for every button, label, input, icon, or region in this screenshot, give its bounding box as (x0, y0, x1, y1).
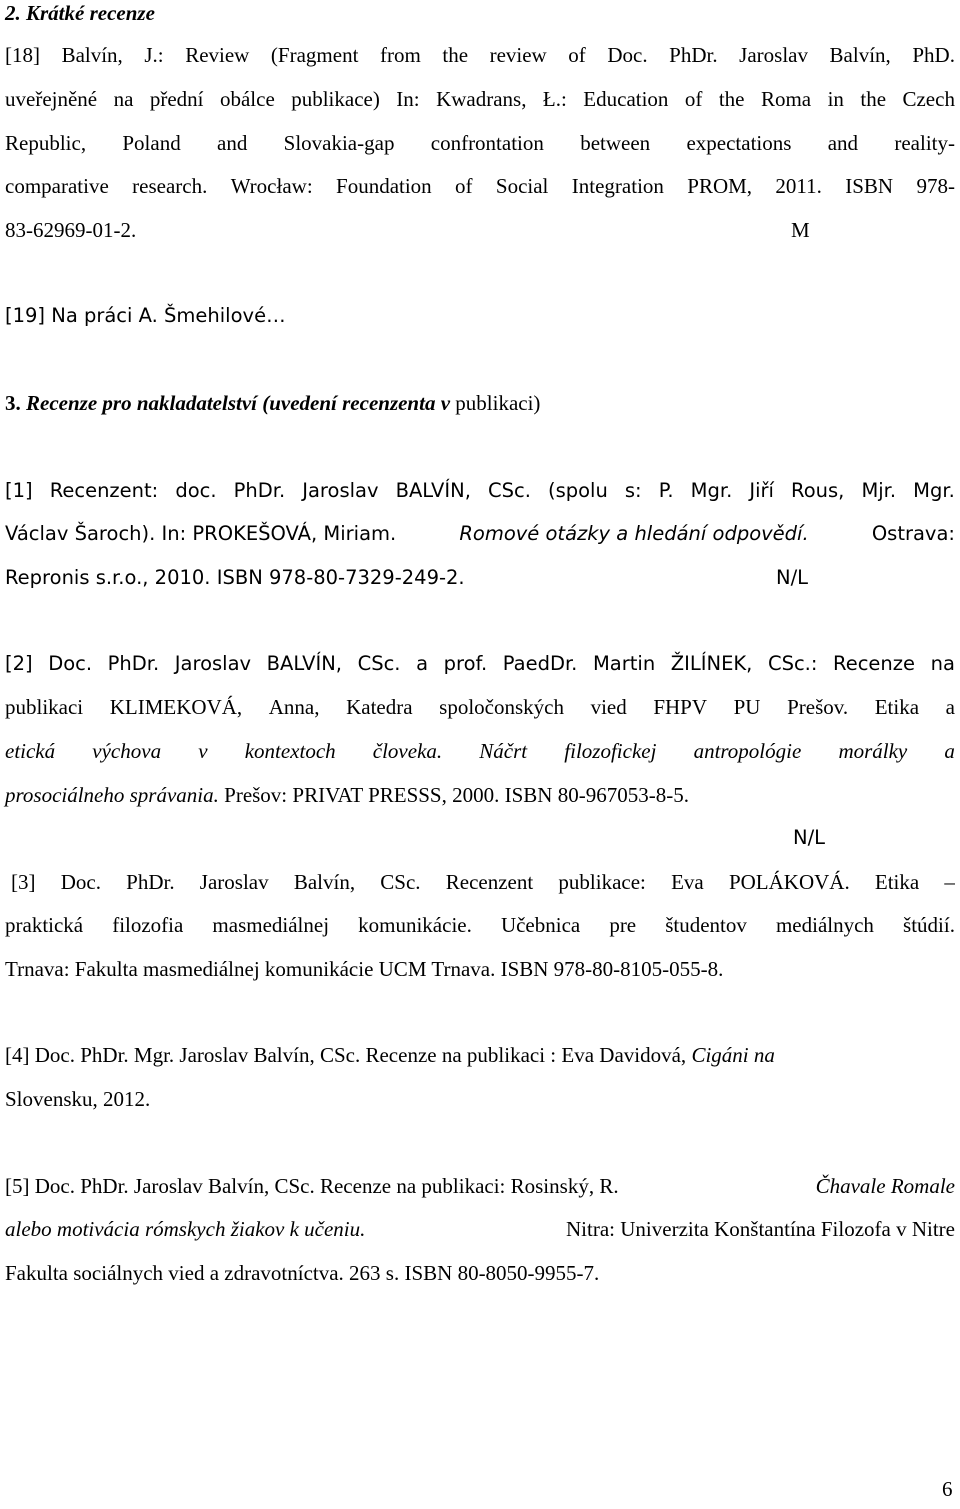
section-2-heading: 2. Krátké recenze (5, 1, 155, 25)
entry-18-line-2 (5, 89, 955, 110)
word: PU (733, 695, 761, 719)
word: the (860, 87, 887, 111)
entry-3-4-line-2: Slovensku, 2012. (5, 1087, 151, 1111)
word: Doc. (607, 43, 648, 67)
word: Recenzent (445, 870, 534, 894)
entry-3-1-line-3: Repronis s.r.o., 2010. ISBN 978-80-7329-249-2. (5, 566, 465, 589)
entry-3-2-line-4-rest: Prešov: PRIVAT PRESSS, 2000. ISBN 80-967053-8-5. (224, 783, 689, 807)
word: Education (583, 87, 669, 111)
word: Kwadrans, (436, 87, 527, 111)
word: CSc. (357, 652, 401, 675)
word: the (718, 87, 745, 111)
entry-18-line-1 (5, 45, 955, 66)
entry-3-2-line-1 (5, 654, 955, 674)
entry-3-5-title-end: alebo motivácia rómskych žiakov k učeniu. (5, 1217, 366, 1241)
entry-3-4-line-1-text: [4] Doc. PhDr. Mgr. Jaroslav Balvín, CSc. Recenze na publikaci : Eva Davidová, (5, 1043, 687, 1067)
word: Jaroslav (739, 43, 808, 67)
entry-3-1-line-1 (5, 481, 955, 501)
word: obálce (219, 87, 275, 111)
entry-3-5-line-1-text: [5] Doc. PhDr. Jaroslav Balvín, CSc. Recenze na publikaci: Rosinský, R. (5, 1174, 619, 1198)
entry-3-5-line-1 (5, 1176, 955, 1197)
word: Náčrt (479, 739, 528, 763)
word: výchova (92, 739, 162, 763)
entry-18-category-tag: M (791, 218, 810, 242)
word: BALVÍN, (266, 652, 342, 675)
word: Prešov. (787, 695, 849, 719)
entry-3-1-line-2-a: Václav Šaroch). In: PROKEŠOVÁ, Miriam. (5, 522, 397, 545)
word: Učebnica (500, 913, 581, 937)
word: ISBN (845, 174, 894, 198)
word: spoločonských (439, 695, 564, 719)
word: Rous, (791, 479, 845, 502)
word: 978- (916, 174, 955, 198)
entry-3-3-line-3: Trnava: Fakulta masmediálnej komunikácie UCM Trnava. ISBN 978-80-8105-055-8. (5, 957, 724, 981)
entry-18-line-5: 83-62969-01-2. (5, 218, 137, 242)
word: Balvín, (61, 43, 123, 67)
word: Czech (902, 87, 955, 111)
word: antropológie (693, 739, 802, 763)
word: doc. (175, 479, 217, 502)
word: filozofickej (564, 739, 657, 763)
word: komunikácie. (358, 913, 472, 937)
word: the (442, 43, 469, 67)
word: publikace) (291, 87, 380, 111)
word: PaedDr. (502, 652, 578, 675)
entry-3-2-line-3 (5, 741, 955, 762)
word: in (827, 87, 844, 111)
word: research. (132, 174, 208, 198)
word: Balvín, (829, 43, 891, 67)
word: Jaroslav (199, 870, 269, 894)
word: POLÁKOVÁ. (728, 870, 850, 894)
word: štúdií. (903, 913, 955, 937)
word: Eva (671, 870, 704, 894)
word: Katedra (346, 695, 413, 719)
word: mediálnych (775, 913, 874, 937)
word: a (945, 695, 955, 719)
word: PhDr. (107, 652, 160, 675)
word: a (944, 739, 955, 763)
word: In: (396, 87, 420, 111)
word: Recenzent: (49, 479, 159, 502)
word: praktická (5, 913, 84, 937)
word: reality- (894, 131, 955, 155)
entry-3-2-line-4 (5, 785, 689, 806)
entry-3-5-line-3: Fakulta sociálnych vied a zdravotníctva. 263 s. ISBN 80-8050-9955-7. (5, 1261, 600, 1285)
word: filozofia (112, 913, 184, 937)
word: Martin (592, 652, 656, 675)
word: Etika (874, 870, 920, 894)
word: publikace: (558, 870, 646, 894)
word: Review (185, 43, 250, 67)
word: PhDr. (126, 870, 175, 894)
word: CSc.: (767, 652, 818, 675)
word: a (416, 652, 429, 675)
word: [1] (5, 479, 33, 502)
page-number: 6 (942, 1477, 953, 1501)
entry-19: [19] Na práci A. Šmehilové… (5, 304, 286, 327)
entry-3-1-title: Romové otázky a hledání odpovědí. (459, 522, 809, 545)
word: (Fragment (270, 43, 359, 67)
word: confrontation (430, 131, 544, 155)
word: of (455, 174, 473, 198)
word: (spolu (547, 479, 608, 502)
word: [18] (5, 43, 40, 67)
entry-3-2-title-end: prosociálneho správania. (5, 783, 219, 807)
word: Doc. (60, 870, 101, 894)
word: [3] (11, 870, 36, 894)
word: Etika (874, 695, 920, 719)
word: CSc. (487, 479, 531, 502)
word: s: (624, 479, 642, 502)
entry-3-3-line-2 (5, 915, 955, 936)
word: PhD. (912, 43, 955, 67)
word: FHPV (653, 695, 708, 719)
word: of (684, 87, 703, 111)
word: vied (590, 695, 627, 719)
word: Jiří (749, 479, 774, 502)
word: Roma (760, 87, 812, 111)
word: Ł.: (542, 87, 567, 111)
entry-3-3-line-1 (11, 872, 955, 893)
word: Jaroslav (174, 652, 252, 675)
word: na (113, 87, 134, 111)
entry-18-line-3 (5, 133, 955, 154)
word: PROM, (687, 174, 753, 198)
word: Balvín, (293, 870, 356, 894)
entry-3-5-title-start: Čhavale Romale (815, 1174, 955, 1198)
entry-3-2-line-2 (5, 697, 955, 718)
word: prof. (443, 652, 488, 675)
word: na (930, 652, 955, 675)
word: Poland (122, 131, 181, 155)
entry-3-4-title: Cigáni na (691, 1043, 775, 1067)
word: pre (609, 913, 637, 937)
word: Doc. (48, 652, 93, 675)
entry-3-1-category-tag: N/L (776, 566, 809, 589)
word: Slovakia-gap (283, 131, 395, 155)
word: from (379, 43, 421, 67)
word: of (568, 43, 586, 67)
word: morálky (838, 739, 908, 763)
word: BALVÍN, (395, 479, 471, 502)
section-3-title-italic: Recenze pro nakladatelství (uvedení recenzenta v (26, 391, 451, 415)
word: Republic, (5, 131, 87, 155)
word: študentov (665, 913, 747, 937)
word: J.: (144, 43, 164, 67)
word: Anna, (268, 695, 320, 719)
word: Integration (571, 174, 664, 198)
word: and (217, 131, 248, 155)
word: – (944, 870, 955, 894)
word: between (580, 131, 651, 155)
word: Mgr. (913, 479, 955, 502)
entry-3-1-line-2 (5, 524, 955, 544)
word: etická (5, 739, 56, 763)
section-3-number: 3. (5, 391, 21, 415)
word: Wrocław: (230, 174, 313, 198)
word: Foundation (336, 174, 432, 198)
entry-3-1-line-2-b: Ostrava: (871, 522, 955, 545)
entry-18-line-4 (5, 176, 955, 197)
section-3-heading (5, 393, 540, 414)
word: CSc. (380, 870, 421, 894)
word: and (827, 131, 859, 155)
word: review (489, 43, 547, 67)
entry-3-2-category-tag: N/L (793, 826, 826, 849)
word: KLIMEKOVÁ, (109, 695, 243, 719)
word: Social (495, 174, 549, 198)
word: [2] (5, 652, 33, 675)
word: PhDr. (669, 43, 718, 67)
word: přední (149, 87, 204, 111)
word: comparative (5, 174, 109, 198)
word: v (198, 739, 208, 763)
word: P. (658, 479, 674, 502)
word: kontextoch (244, 739, 336, 763)
word: Mjr. (861, 479, 897, 502)
section-3-title-rest: publikaci) (455, 391, 541, 415)
word: Jaroslav (302, 479, 379, 502)
entry-3-4-line-1 (5, 1045, 775, 1066)
word: expectations (686, 131, 792, 155)
word: Recenze (833, 652, 916, 675)
word: PhDr. (233, 479, 286, 502)
word: publikaci (5, 695, 84, 719)
entry-3-5-line-2 (5, 1219, 955, 1240)
word: ŽILÍNEK, (670, 652, 753, 675)
word: Mgr. (690, 479, 733, 502)
entry-3-5-line-2-rest: Nitra: Univerzita Konštantína Filozofa v Nitre (566, 1217, 955, 1241)
word: uveřejněné (5, 87, 98, 111)
word: človeka. (372, 739, 443, 763)
word: 2011. (775, 174, 822, 198)
word: masmediálnej (212, 913, 330, 937)
